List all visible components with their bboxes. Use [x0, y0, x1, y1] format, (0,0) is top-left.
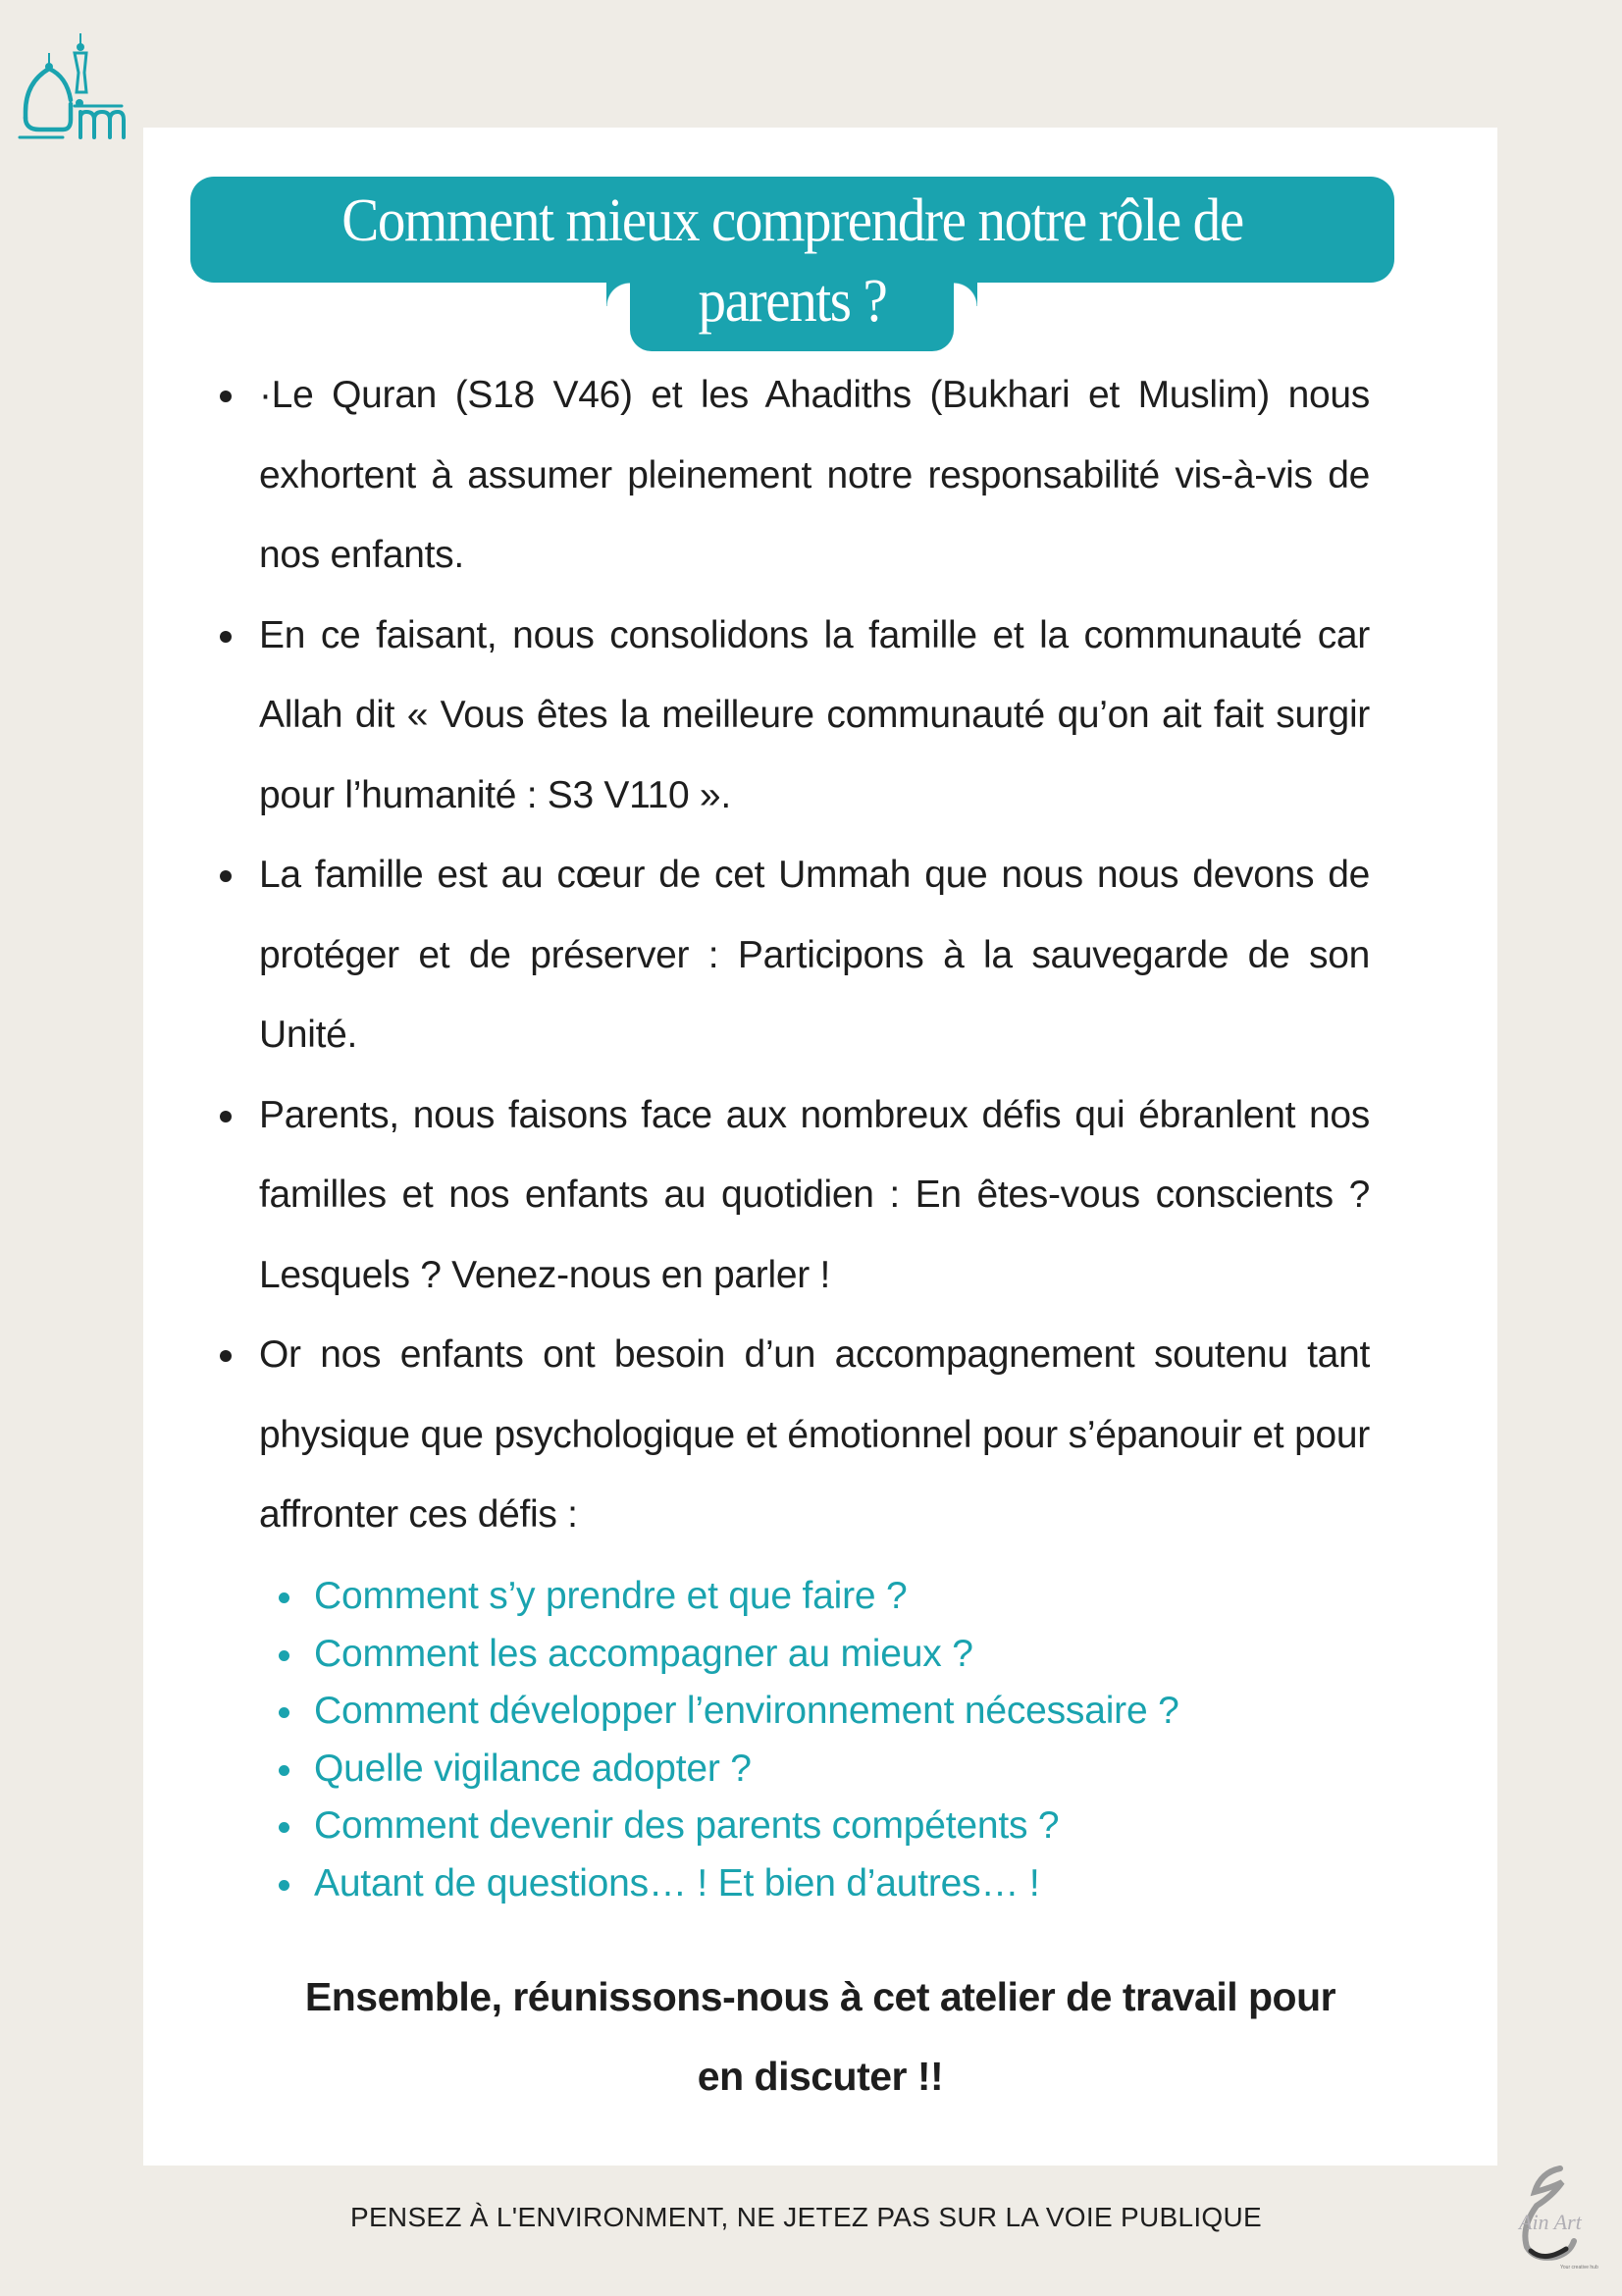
bullet-icon	[220, 1350, 232, 1362]
bullet-icon	[279, 1880, 289, 1891]
mosque-logo-icon	[12, 27, 130, 145]
question-item	[273, 1741, 1179, 1799]
list-item	[220, 596, 1370, 836]
title-line-2: parents ?	[698, 268, 887, 335]
bullet-icon	[279, 1822, 289, 1833]
question-text: Comment s’y prendre et que faire ?	[314, 1575, 908, 1617]
bullet-icon	[220, 631, 232, 643]
list-item	[220, 1075, 1370, 1316]
question-item	[273, 1798, 1179, 1855]
title-banner	[190, 177, 1394, 351]
bullet-icon	[279, 1765, 289, 1776]
list-item-text: La famille est au cœur de cet Ummah que nous nous devons de protéger et de préserver : Participons à la sauvegarde de son Unité.	[259, 854, 1370, 1056]
page-title	[238, 181, 1346, 341]
question-item	[273, 1568, 1179, 1626]
call-to-action	[173, 1957, 1468, 2116]
bullet-icon	[220, 870, 232, 882]
question-item	[273, 1626, 1179, 1684]
question-text: Quelle vigilance adopter ?	[314, 1747, 752, 1790]
bullet-icon	[220, 1111, 232, 1122]
list-item-text: Parents, nous faisons face aux nombreux défis qui ébranlent nos familles et nos enfants au quotidien : En êtes-vous conscients ? Lesquels ? Venez-nous en parler !	[259, 1093, 1370, 1296]
question-item	[273, 1683, 1179, 1741]
sim-logo	[12, 27, 130, 145]
bullet-icon	[279, 1592, 289, 1603]
list-item-text: En ce faisant, nous consolidons la famille et la communauté car Allah dit « Vous êtes la meilleure communauté qu’on ait fait surgir pour l’humanité : S3 V110 ».	[259, 613, 1370, 816]
main-points-list	[220, 355, 1370, 1555]
bullet-icon	[220, 391, 232, 402]
svg-text:Ain Art: Ain Art	[1519, 2210, 1582, 2234]
flyer-card	[143, 128, 1497, 2166]
bullet-icon	[279, 1707, 289, 1718]
list-item	[220, 1315, 1370, 1555]
cta-line-2: en discuter !!	[697, 2054, 944, 2099]
bullet-icon	[279, 1650, 289, 1661]
questions-list	[273, 1568, 1179, 1912]
question-text: Comment développer l’environnement nécessaire ?	[314, 1690, 1179, 1732]
title-line-1: Comment mieux comprendre notre rôle de	[341, 187, 1243, 254]
question-text: Comment les accompagner au mieux ?	[314, 1632, 973, 1675]
question-item	[273, 1855, 1179, 1913]
list-item	[220, 835, 1370, 1075]
list-item-text: ·Le Quran (S18 V46) et les Ahadiths (Bukhari et Muslim) nous exhortent à assumer pleinement notre responsabilité vis-à-vis de nos enfants.	[259, 374, 1370, 576]
svg-text:Your creative hub: Your creative hub	[1560, 2265, 1598, 2270]
ain-calligraphy-icon	[1501, 2159, 1609, 2276]
list-item	[220, 355, 1370, 596]
ain-art-signature	[1501, 2159, 1609, 2276]
question-text: Autant de questions… ! Et bien d’autres… !	[314, 1861, 1040, 1905]
question-text: Comment devenir des parents compétents ?	[314, 1804, 1060, 1847]
footer-notice: PENSEZ À L'ENVIRONMENT, NE JETEZ PAS SUR LA VOIE PUBLIQUE	[349, 2202, 1263, 2232]
list-item-text: Or nos enfants ont besoin d’un accompagnement soutenu tant physique que psychologique et émotionnel pour s’épanouir et pour affronter ces défis :	[259, 1333, 1370, 1536]
cta-line-1: Ensemble, réunissons-nous à cet atelier de travail pour	[304, 1974, 1336, 2019]
